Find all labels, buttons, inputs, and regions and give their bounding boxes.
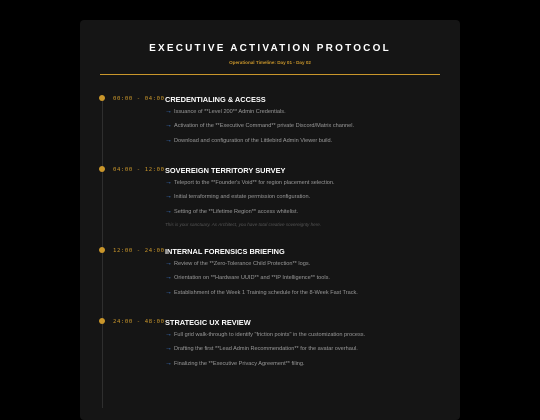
list-item bbox=[165, 290, 358, 304]
phase-title: CREDENTIALING & ACCESS bbox=[165, 95, 266, 104]
item-text: Orientation on **Hardware UUID** and **IP Intelligence** tools. bbox=[174, 275, 330, 282]
item-text: Review of the **Zero-Tolerance Child Protection** logs. bbox=[174, 261, 311, 267]
list-item bbox=[165, 109, 354, 123]
phase-items bbox=[165, 261, 358, 304]
protocol-card bbox=[80, 20, 460, 420]
phase-time: 00:00 - 04:00 bbox=[113, 96, 165, 102]
item-text: Establishment of the Week 1 Training schedule for the 8-Week Fast Track. bbox=[174, 289, 358, 296]
arrow-right-icon: → bbox=[165, 136, 172, 144]
phase-time: 24:00 - 48:00 bbox=[113, 319, 165, 325]
header-divider bbox=[100, 74, 440, 75]
phase-time: 12:00 - 24:00 bbox=[113, 248, 165, 254]
arrow-right-icon: → bbox=[165, 108, 172, 115]
item-text: Teleport to the **Founder's Void** for region placement selection. bbox=[174, 180, 335, 186]
phase-title: SOVEREIGN TERRITORY SURVEY bbox=[165, 166, 286, 175]
list-item bbox=[165, 346, 365, 360]
item-text: Finalizing the **Executive Privacy Agreement** filing. bbox=[174, 360, 305, 367]
item-text: Setting of the **Lifetime Region** access whitelist. bbox=[174, 208, 299, 215]
list-item bbox=[165, 332, 365, 346]
arrow-right-icon: → bbox=[165, 179, 172, 186]
arrow-right-icon: → bbox=[165, 274, 172, 282]
item-text: Drafting the first **Lead Admin Recommendation** for the avatar overhaul. bbox=[174, 346, 358, 353]
phase-note: This is your sanctuary. As Architect, you have total creative sovereignty here. bbox=[165, 221, 322, 227]
arrow-right-icon: → bbox=[165, 345, 172, 353]
item-text: Initial terraforming and estate permission configuration. bbox=[174, 194, 311, 201]
arrow-right-icon: → bbox=[165, 288, 172, 296]
item-text: Download and configuration of the Littlebird Admin Viewer build. bbox=[174, 137, 333, 144]
item-text: Activation of the **Executive Command** private Discord/Matrix channel. bbox=[174, 123, 355, 130]
list-item bbox=[165, 209, 335, 223]
arrow-right-icon: → bbox=[165, 331, 172, 338]
arrow-right-icon: → bbox=[165, 193, 172, 201]
list-item bbox=[165, 123, 354, 137]
phase-items bbox=[165, 332, 365, 375]
phase-title: INTERNAL FORENSICS BRIEFING bbox=[165, 247, 285, 256]
arrow-right-icon: → bbox=[165, 359, 172, 367]
list-item bbox=[165, 275, 358, 289]
item-text: Issuance of **Level 200** Admin Credentials. bbox=[174, 109, 286, 115]
arrow-right-icon: → bbox=[165, 260, 172, 267]
list-item bbox=[165, 361, 365, 375]
arrow-right-icon: → bbox=[165, 207, 172, 215]
timeline-dot-icon bbox=[99, 318, 105, 324]
timeline-dot-icon bbox=[99, 247, 105, 253]
timeline-dot-icon bbox=[99, 166, 105, 172]
list-item bbox=[165, 194, 335, 208]
item-text: Full grid walk-through to identify "friction points" in the customization process. bbox=[174, 332, 366, 338]
phase-items bbox=[165, 109, 354, 152]
list-item bbox=[165, 138, 354, 152]
list-item bbox=[165, 180, 335, 194]
list-item bbox=[165, 261, 358, 275]
phase-time: 04:00 - 12:00 bbox=[113, 167, 165, 173]
phase-items bbox=[165, 180, 335, 227]
timeline-subtitle: Operational Timeline: Day 01 - Day 02 bbox=[229, 60, 311, 65]
page-title: EXECUTIVE ACTIVATION PROTOCOL bbox=[149, 43, 391, 54]
timeline-dot-icon bbox=[99, 95, 105, 101]
arrow-right-icon: → bbox=[165, 122, 172, 130]
phase-title: STRATEGIC UX REVIEW bbox=[165, 318, 251, 327]
